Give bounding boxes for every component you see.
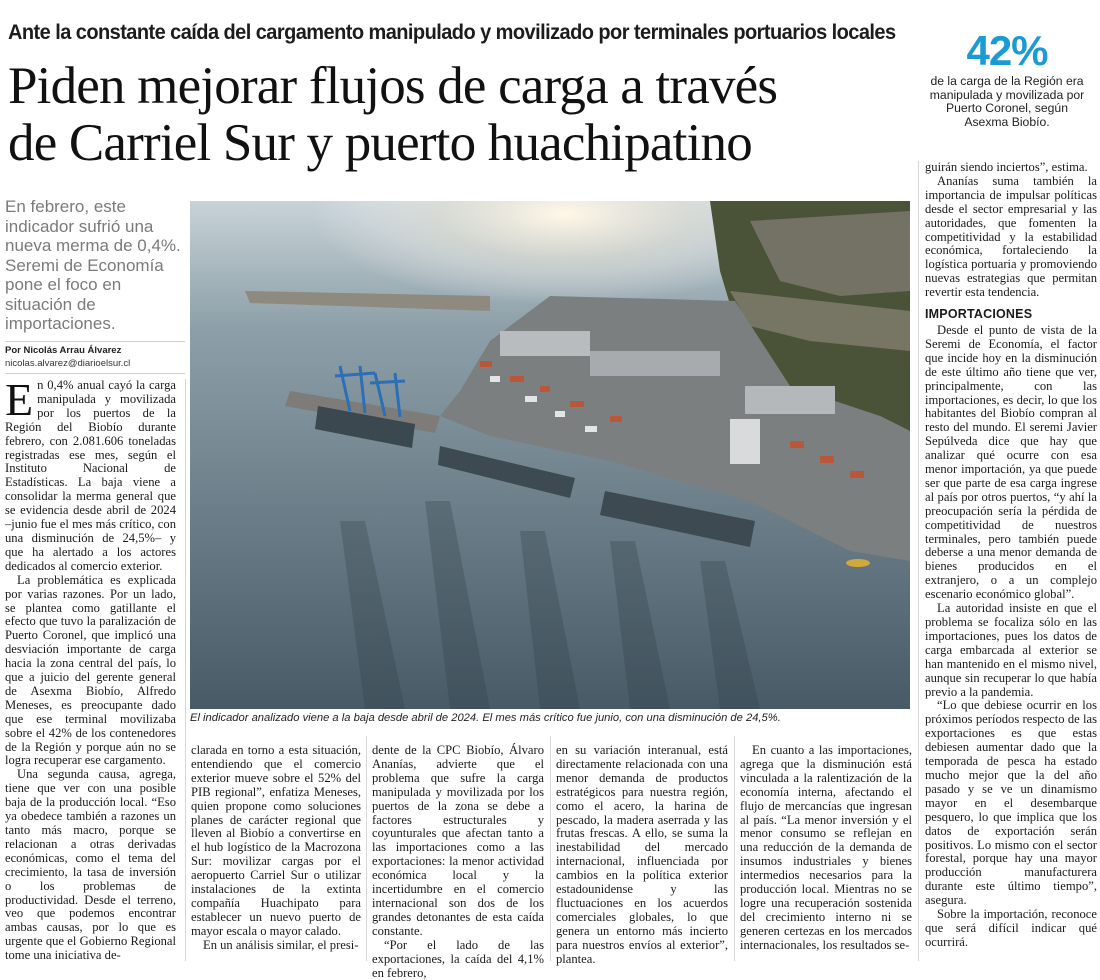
stat-number: 42% [966, 27, 1048, 74]
body-column-4 [556, 744, 728, 967]
article-kicker: Ante la constante caída del cargamento manipulado y movilizado por terminales portuarios locales [8, 20, 896, 44]
body-column-1 [5, 374, 176, 963]
paragraph: guirán siendo inciertos”, estima. [925, 160, 1088, 174]
column-rule [185, 379, 186, 961]
headline-line-2: de Carriel Sur y puerto huachipatino [8, 114, 752, 172]
column-rule [918, 161, 919, 961]
paragraph: “Lo que debiese ocurrir en los próximos períodos respecto de las exportaciones es que estas debiesen aumentar dado que la temporada de pesca ha estado mucho mejor que la del año pasado y se ve un dinamismo mayor en el desembarque pesquero, lo que implica que los datos de exportación serán positivos. Lo mismo con el sector forestal, porque hay una mayor producción manufacturera durante este último tiempo”, asegura. [925, 698, 1097, 908]
body-column-2 [191, 744, 361, 953]
paragraph: La problemática es explicada por varias razones. Por un lado, se plantea como gatillante el efecto que tuvo la paralización de Puerto Coronel, que implicó una desviación importante de carga hacia la zona central del país, lo que a juicio del gerente general de Asexma Biobío, Alfredo Meneses, es preocupante dado que ese terminal movilizaba sobre el 42% de los contenedores de la Región y porque aún no se logra recuperar ese cargamento. [5, 572, 176, 768]
photo-caption: El indicador analizado viene a la baja desde abril de 2024. El mes más crítico fue junio, con una disminución de 24,5%. [190, 712, 781, 724]
section-subhead: IMPORTACIONES [925, 307, 1033, 322]
paragraph: La autoridad insiste en que el problema se focaliza sólo en las importaciones, pues los datos de carga embarcada al exterior se han mantenido en el mismo nivel, aunque sin recuperar lo que había previo a la pandemia. [925, 601, 1097, 699]
paragraph: Una segunda causa, agrega, tiene que ver con una posible baja de la producción local. “Eso ya obedece también a razones un tanto más macro, porque se relacionan a otras derivadas económicas, como el tema del crecimiento, la tasa de inversión o los problemas de productividad. Desde el terreno, veo que podemos encontrar ambas causas, por lo que es urgente que el Gobierno Regional tome una iniciativa de- [5, 767, 176, 963]
paragraph-text: n 0,4% anual cayó la carga manipulada y movilizada por los puertos de la Región del Biobío durante febrero, con 2.081.606 toneladas registradas ese mes, según el Instituto Nacional de Estadísticas. La baja viene a consolidar la merma general que se evidencia desde abril de 2024 –junio fue el mes más crítico, con una disminución de 24,5%– y que ha alertado a los actores dedicados al comercio exterior. [5, 378, 176, 573]
article-lead: En febrero, este indicador sufrió una nueva merma de 0,4%. Seremi de Economía pone el foco en situación de importaciones. [5, 197, 181, 333]
port-illustration [190, 201, 910, 709]
paragraph: Sobre la importación, reconoce que será difícil indicar qué ocurrirá. [925, 907, 1097, 949]
body-column-3 [372, 744, 544, 980]
paragraph: dente de la CPC Biobío, Álvaro Ananías, advierte que el problema que sufre la carga manipulada y movilizada por los puertos de la zona se debe a factores estructurales y coyunturales que afectan tanto a las importaciones como a las exportaciones: la menor actividad económica local y la incertidumbre en el comercio internacional son dos de los grandes detonantes de esta caída constante. [372, 743, 544, 938]
port-aerial-photo [190, 201, 910, 709]
column-rule [550, 736, 551, 961]
paragraph: clarada en torno a esta situación, entendiendo que el comercio exterior mueve sobre el 52% del PIB regional”, enfatiza Meneses, quien propone como soluciones planes de carácter regional que lleven al Biobío a convertirse en el hub logístico de la Macrozona Sur: movilizar cargas por el aeropuerto Carriel Sur o utilizar instalaciones de la extinta compañía Huachipato para establecer un nuevo puerto de mayor escala o mayor calado. [191, 743, 361, 938]
headline-line-1: Piden mejorar flujos de carga a través [8, 57, 778, 115]
body-column-6 [925, 161, 1097, 950]
stat-description: de la carga de la Región era manipulada y movilizada por Puerto Coronel, según Asexma Biobío. [929, 74, 1085, 129]
author-byline: Por Nicolás Arrau Álvarez [5, 341, 185, 356]
paragraph: Desde el punto de vista de la Seremi de Economía, el factor que incide hoy en la disminución de este último año tiene que ver, principalmente, con las importaciones, es decir, lo que los habitantes del Biobío compran al resto del mundo. El seremi Javier Sepúlveda dice que hay que analizar qué ocurre con esa menor importación, ya que puede ser que parte de esa carga ingrese al país por otros puertos, “y ahí la preocupación sería la pérdida de competitividad de nuestros terminales, pero también puede deberse a una menor demanda de bienes producidos en el extranjero, o a un complejo escenario económico global”. [925, 322, 1097, 602]
paragraph: en su variación interanual, está directamente relacionada con una menor demanda de productos estratégicos para nuestra región, como el acero, la harina de pescado, la madera aserrada y las frutas frescas. A ello, se suma la inestabilidad del mercado internacional, influenciada por cambios en la política exterior estadounidense y las fluctuaciones en los acuerdos comerciales globales, lo que genera un entorno más incierto para nuestros envíos al exterior”, plantea. [556, 743, 728, 966]
stat-box [924, 27, 1090, 129]
paragraph [5, 374, 176, 574]
article-headline [8, 58, 908, 172]
author-email: nicolas.alvarez@diarioelsur.cl [5, 358, 185, 374]
body-column-5 [740, 744, 912, 953]
paragraph: En cuanto a las importaciones, agrega que la disminución está vinculada a la ralentización de la economía interna, afectando el flujo de mercancías que ingresan al país. “La menor inversión y el menor consumo se reflejan en una reducción de la demanda de insumos industriales y bienes intermedios necesarios para la producción local. Mientras no se logre una recuperación sostenida del crecimiento interno ni se generen certezas en los mercados internacionales, los resultados se- [740, 743, 912, 952]
column-rule [366, 736, 367, 961]
column-rule [734, 736, 735, 961]
drop-cap: E [5, 374, 34, 425]
paragraph: Ananías suma también la importancia de impulsar políticas desde el sector empresarial y las autoridades, que fomenten la competitividad y la estabilidad económica, fortaleciendo la logística portuaria y promoviendo nuevas estrategias que permitan revertir esta tendencia. [925, 173, 1097, 300]
paragraph: “Por el lado de las exportaciones, la caída del 4,1% en febrero, [372, 937, 544, 980]
paragraph: En un análisis similar, el presi- [203, 937, 359, 952]
